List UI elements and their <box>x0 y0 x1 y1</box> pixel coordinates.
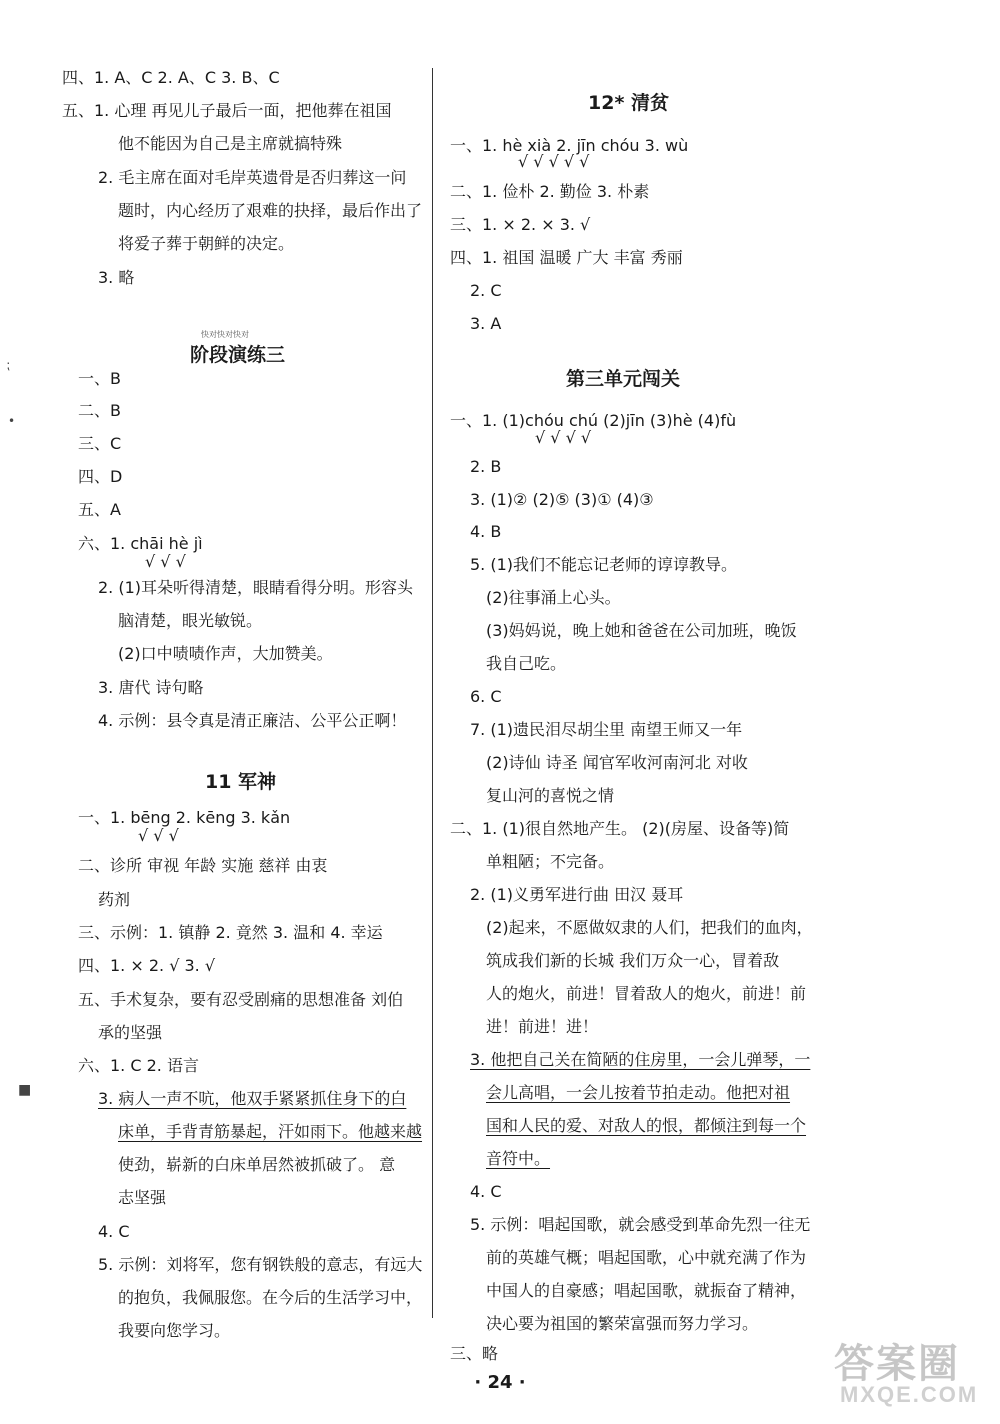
scan-mark: ■ <box>18 1082 32 1098</box>
answer-line: 人的炮火，前进！冒着敌人的炮火，前进！前 <box>486 984 807 1003</box>
answer-line: 三、示例：1. 镇静 2. 竟然 3. 温和 4. 幸运 <box>78 923 383 942</box>
answer-line: 二、1. (1)很自然地产生。 (2)(房屋、设备等)简 <box>450 819 790 838</box>
section-heading: 12* 清贫 <box>588 92 669 114</box>
answer-line: 4. C <box>98 1222 130 1241</box>
checkmarks: √ √ √ <box>145 552 186 571</box>
answer-line: 六、1. chāi hè jì <box>78 534 203 553</box>
column-divider <box>432 68 433 1318</box>
answer-line: 五、1. 心理 再见儿子最后一面，把他葬在祖国 <box>62 101 392 120</box>
stage-subtitle: 快对快对快对 <box>201 330 249 339</box>
answer-line: 五、A <box>78 500 121 519</box>
answer-line: 脑清楚，眼光敏锐。 <box>118 611 263 630</box>
watermark-logo <box>830 1332 990 1412</box>
answer-line: (2)起来，不愿做奴隶的人们，把我们的血肉， <box>486 918 813 937</box>
section-heading: 第三单元闯关 <box>566 368 681 390</box>
checkmarks: √ √ √ √ <box>535 428 592 447</box>
answer-line: 四、D <box>78 467 123 486</box>
answer-line: (2)诗仙 诗圣 闻官军收河南河北 对收 <box>486 753 748 772</box>
answer-line: 7. (1)遗民泪尽胡尘里 南望王师又一年 <box>470 720 743 739</box>
answer-line: 一、1. (1)chóu chú (2)jīn (3)hè (4)fù <box>450 411 737 430</box>
answer-line: 一、1. bēng 2. kēng 3. kǎn <box>78 808 291 827</box>
answer-line: 5. 示例：刘将军，您有钢铁般的意志，有远大 <box>98 1255 423 1274</box>
answer-line: 四、1. A、C 2. A、C 3. B、C <box>62 68 280 87</box>
scan-mark: ⁏ <box>6 358 11 372</box>
answer-line: 2. (1)耳朵听得清楚，眼睛看得分明。形容头 <box>98 578 414 597</box>
answer-line: 复山河的喜悦之情 <box>486 786 615 805</box>
answer-line: 他不能因为自己是主席就搞特殊 <box>118 134 343 153</box>
answer-line: 2. C <box>470 281 502 300</box>
answer-line: 使劲，崭新的白床单居然被抓破了。 意 <box>118 1155 396 1174</box>
answer-line: 我自己吃。 <box>486 654 567 673</box>
answer-line: 3. A <box>470 314 502 333</box>
answer-line: 五、手术复杂，要有忍受剧痛的思想准备 刘伯 <box>78 990 404 1009</box>
answer-line: 2. (1)义勇军进行曲 田汉 聂耳 <box>470 885 684 904</box>
answer-line: 一、B <box>78 369 121 388</box>
answer-line: 4. 示例：县令真是清正廉洁、公平公正啊！ <box>98 711 407 730</box>
answer-line: 药剂 <box>98 890 131 909</box>
watermark-text: 答案圈 <box>834 1341 960 1387</box>
answer-line: 承的坚强 <box>98 1023 163 1042</box>
answer-line: 床单，手背青筋暴起，汗如雨下。他越来越 <box>118 1122 423 1141</box>
answer-line: (2)口中啧啧作声，大加赞美。 <box>118 644 333 663</box>
answer-line: 筑成我们新的长城 我们万众一心，冒着敌 <box>486 951 780 970</box>
answer-line: 六、1. C 2. 语言 <box>78 1056 199 1075</box>
answer-line: 2. 毛主席在面对毛岸英遗骨是否归葬这一问 <box>98 168 407 187</box>
answer-line: 中国人的自豪感；唱起国歌，就振奋了精神， <box>486 1281 807 1300</box>
answer-line: (2)往事涌上心头。 <box>486 588 621 607</box>
answer-line: 单粗陋；不完备。 <box>486 852 615 871</box>
section-heading: 阶段演练三 <box>190 344 286 366</box>
answer-line: 进！前进！进！ <box>486 1017 599 1036</box>
answer-line: 二、B <box>78 401 121 420</box>
answer-line: 的抱负，我佩服您。在今后的生活学习中， <box>118 1288 423 1307</box>
answer-line: 四、1. 祖国 温暖 广大 丰富 秀丽 <box>450 248 683 267</box>
answer-line: 5. 示例：唱起国歌，就会感受到革命先烈一往无 <box>470 1215 811 1234</box>
answer-line: 二、1. 俭朴 2. 勤俭 3. 朴素 <box>450 182 650 201</box>
answer-line: 题时，内心经历了艰难的抉择，最后作出了 <box>118 201 423 220</box>
answer-line: 一、1. hè xià 2. jīn chóu 3. wù <box>450 136 689 155</box>
section-heading: 11 军神 <box>205 771 277 793</box>
answer-line: 4. C <box>470 1182 502 1201</box>
answer-line: 2. B <box>470 457 502 476</box>
answer-line: 3. (1)② (2)⑤ (3)① (4)③ <box>470 490 654 509</box>
answer-line: 三、略 <box>450 1344 499 1363</box>
answer-line: (3)妈妈说，晚上她和爸爸在公司加班，晚饭 <box>486 621 797 640</box>
scan-mark: • <box>8 414 16 428</box>
answer-line: 二、诊所 审视 年龄 实施 慈祥 由衷 <box>78 856 328 875</box>
answer-line: 国和人民的爱、对敌人的恨，都倾注到每一个 <box>486 1116 807 1135</box>
answer-line: 前的英雄气概；唱起国歌，心中就充满了作为 <box>486 1248 807 1267</box>
answer-line: 4. B <box>470 522 502 541</box>
answer-line: 音符中。 <box>486 1149 551 1168</box>
answer-line: 5. (1)我们不能忘记老师的谆谆教导。 <box>470 555 738 574</box>
answer-line: 3. 他把自己关在简陋的住房里，一会儿弹琴，一 <box>470 1050 811 1069</box>
watermark-url: MXQE.COM <box>840 1382 979 1407</box>
answer-line: 3. 病人一声不吭，他双手紧紧抓住身下的白 <box>98 1089 407 1108</box>
answer-line: 3. 略 <box>98 268 135 287</box>
answer-line: 决心要为祖国的繁荣富强而努力学习。 <box>486 1314 759 1333</box>
page-number: · 24 · <box>474 1372 526 1393</box>
answer-line: 会儿高唱，一会儿按着节拍走动。他把对祖 <box>486 1083 791 1102</box>
answer-line: 6. C <box>470 687 502 706</box>
answer-line: 志坚强 <box>118 1188 167 1207</box>
answer-line: 三、C <box>78 434 122 453</box>
answer-line: 将爱子葬于朝鲜的决定。 <box>118 234 295 253</box>
checkmarks: √ √ √ <box>138 826 179 845</box>
answer-line: 我要向您学习。 <box>118 1321 231 1340</box>
answer-line: 3. 唐代 诗句略 <box>98 678 204 697</box>
checkmarks: √ √ √ √ √ <box>518 152 590 171</box>
answer-line: 三、1. × 2. × 3. √ <box>450 215 591 234</box>
answer-line: 四、1. × 2. √ 3. √ <box>78 956 216 975</box>
